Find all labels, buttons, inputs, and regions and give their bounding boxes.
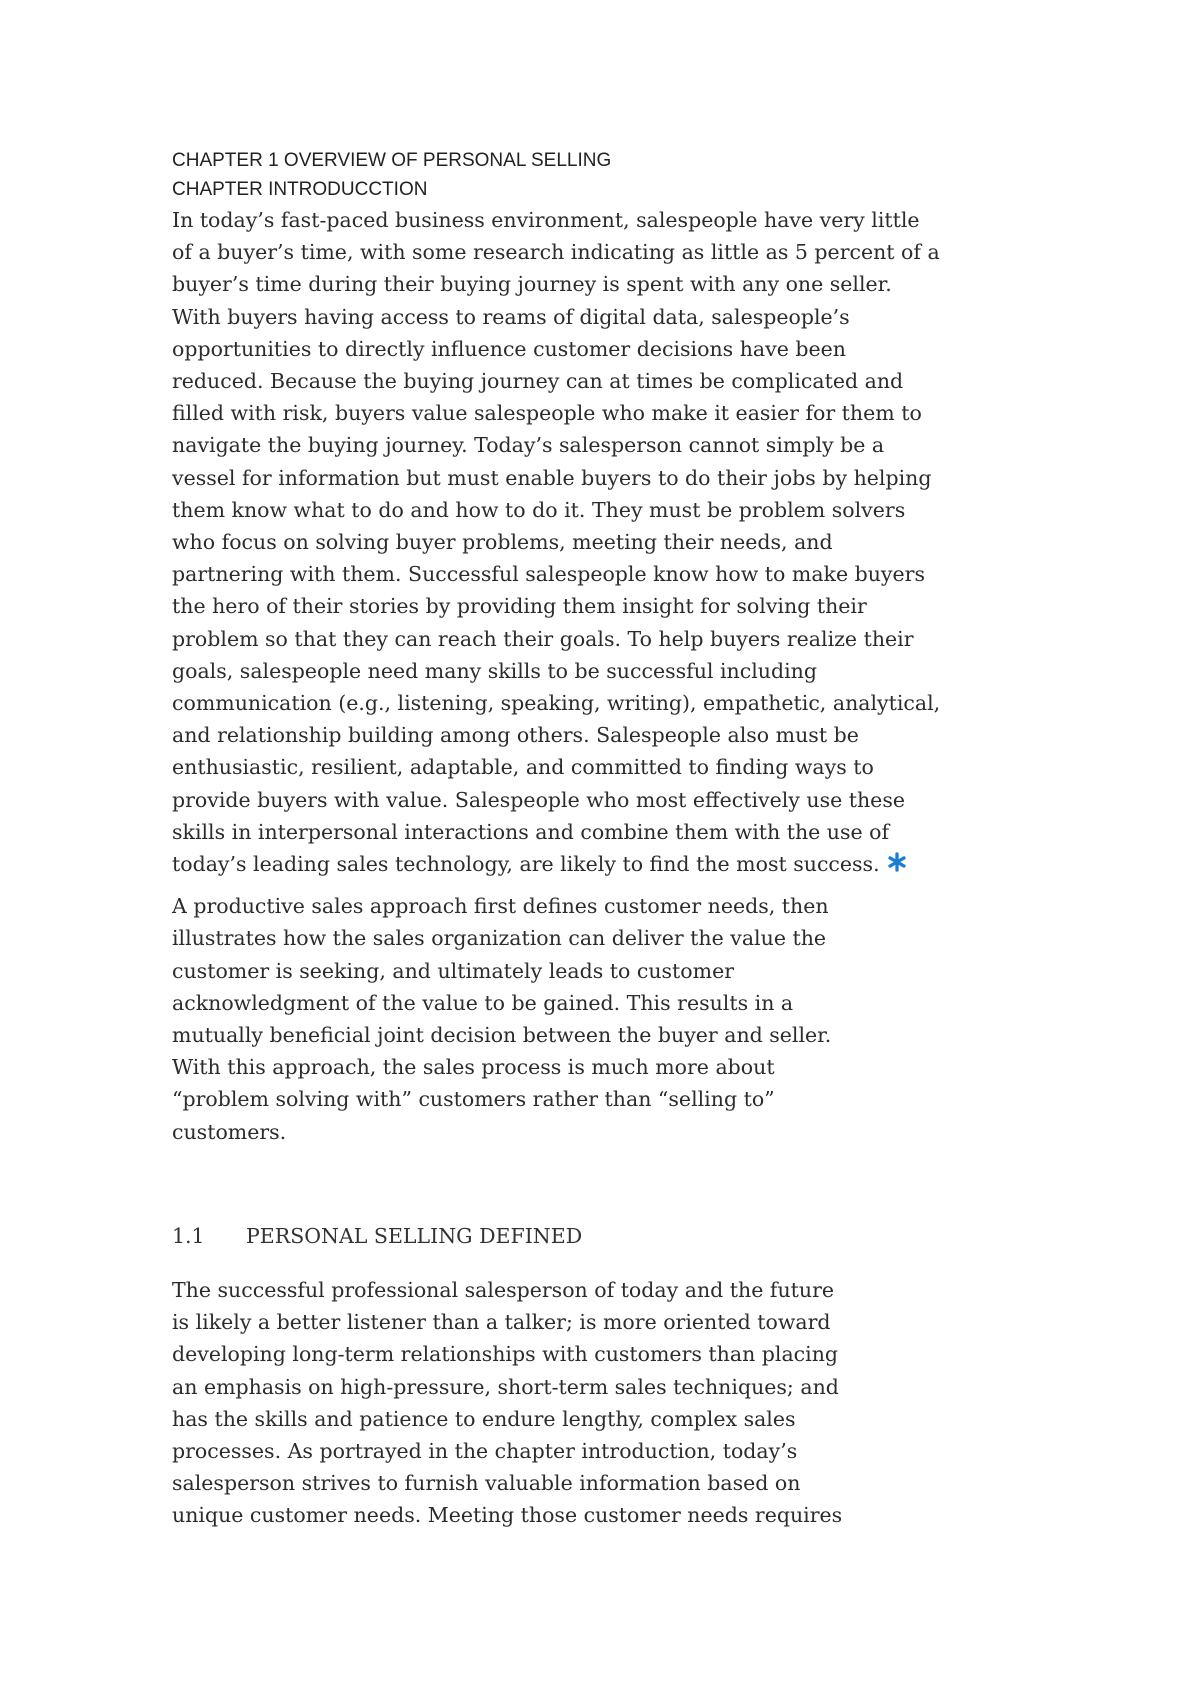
text-line: acknowledgment of the value to be gained. This results in a <box>172 990 794 1015</box>
text-line: of a buyer’s time, with some research indicating as little as 5 percent of a <box>172 240 940 265</box>
asterisk-icon[interactable] <box>886 851 908 873</box>
text-line-content: today’s leading sales technology, are likely to find the most success. <box>172 852 880 877</box>
section-paragraph-1 <box>172 1274 1052 1532</box>
text-line: salesperson strives to furnish valuable information based on <box>172 1471 801 1496</box>
text-line: opportunities to directly influence customer decisions have been <box>172 336 846 361</box>
text-line: vessel for information but must enable buyers to do their jobs by helping <box>172 465 932 490</box>
text-line: customer is seeking, and ultimately leads to customer <box>172 958 735 983</box>
text-line: buyer’s time during their buying journey is spent with any one seller. <box>172 272 892 297</box>
text-line: them know what to do and how to do it. They must be problem solvers <box>172 497 906 522</box>
intro-paragraph-1 <box>172 204 1052 880</box>
text-line: provide buyers with value. Salespeople who most effectively use these <box>172 787 905 812</box>
text-line: mutually beneficial joint decision between the buyer and seller. <box>172 1023 832 1048</box>
text-line: skills in interpersonal interactions and combine them with the use of <box>172 819 890 844</box>
text-line: navigate the buying journey. Today’s salesperson cannot simply be a <box>172 433 885 458</box>
text-line: In today’s fast-paced business environment, salespeople have very little <box>172 208 920 232</box>
section-heading <box>172 1220 1052 1252</box>
section-number: 1.1 <box>172 1223 205 1248</box>
text-line: an emphasis on high-pressure, short-term sales techniques; and <box>172 1374 839 1399</box>
text-line: filled with risk, buyers value salespeople who make it easier for them to <box>172 401 922 426</box>
text-line: reduced. Because the buying journey can at times be complicated and <box>172 369 904 394</box>
text-line: unique customer needs. Meeting those customer needs requires <box>172 1503 843 1528</box>
intro-paragraph-2 <box>172 890 1052 1148</box>
text-line: A productive sales approach first defines customer needs, then <box>172 894 829 919</box>
text-line: With buyers having access to reams of digital data, salespeople’s <box>172 304 850 329</box>
text-line: is likely a better listener than a talker; is more oriented toward <box>172 1310 831 1335</box>
text-line: With this approach, the sales process is much more about <box>172 1055 775 1080</box>
text-line: has the skills and patience to endure lengthy, complex sales <box>172 1406 796 1431</box>
chapter-intro-heading: CHAPTER INTRODUCCTION <box>172 179 428 200</box>
text-line: developing long-term relationships with customers than placing <box>172 1342 839 1367</box>
document-content <box>172 146 1052 1532</box>
text-line: communication (e.g., listening, speaking, writing), empathetic, analytical, <box>172 691 941 716</box>
text-line: partnering with them. Successful salespeople know how to make buyers <box>172 562 925 587</box>
text-line: “problem solving with” customers rather than “selling to” <box>172 1087 775 1112</box>
text-line: customers. <box>172 1119 287 1144</box>
text-line: who focus on solving buyer problems, meeting their needs, and <box>172 530 833 555</box>
text-line: goals, salespeople need many skills to be successful including <box>172 658 817 683</box>
text-line: illustrates how the sales organization can deliver the value the <box>172 926 827 951</box>
text-line: problem so that they can reach their goals. To help buyers realize their <box>172 626 914 651</box>
text-line: the hero of their stories by providing them insight for solving their <box>172 594 867 619</box>
section-title: PERSONAL SELLING DEFINED <box>246 1223 583 1248</box>
chapter-title: CHAPTER 1 OVERVIEW OF PERSONAL SELLING <box>172 150 612 171</box>
text-line: and relationship building among others. Salespeople also must be <box>172 723 859 748</box>
text-line: processes. As portrayed in the chapter introduction, today’s <box>172 1438 798 1463</box>
text-line-last <box>172 848 1052 880</box>
text-line: The successful professional salesperson of today and the future <box>172 1277 835 1302</box>
text-line: enthusiastic, resilient, adaptable, and committed to finding ways to <box>172 755 874 780</box>
